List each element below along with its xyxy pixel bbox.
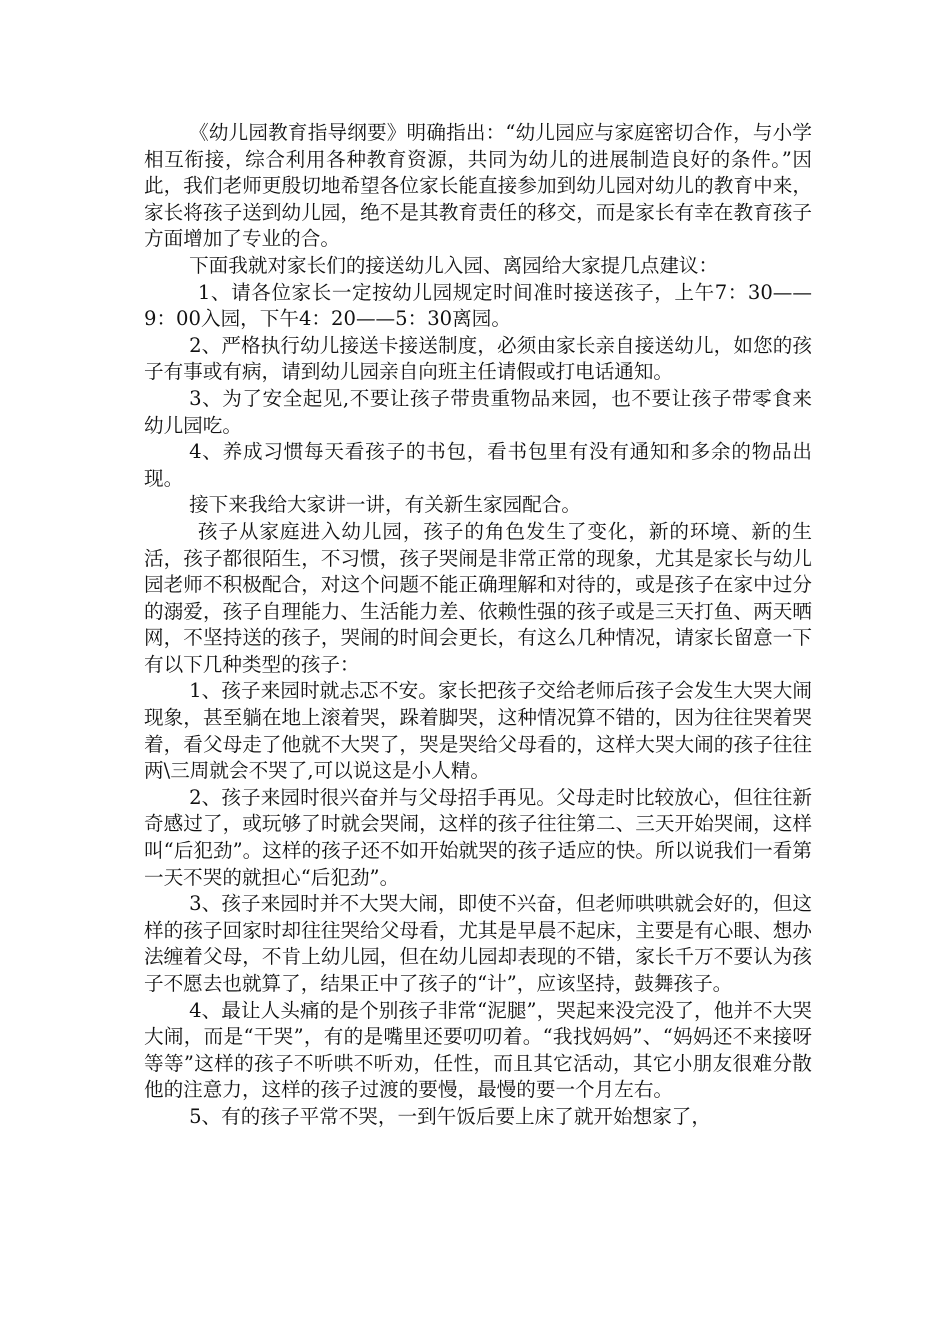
paragraph-type-5: 5、有的孩子平常不哭，一到午饭后要上床了就开始想家了，: [189, 1104, 711, 1128]
paragraph-suggestion-1: 1、请各位家长一定按幼儿园规定时间准时接送孩子，上午7：30——9：00入园，下午4：20——5：30离园。: [144, 280, 812, 331]
paragraph-suggestion-4: 4、养成习惯每天看孩子的书包，看书包里有没有通知和多余的物品出现。: [144, 440, 812, 490]
paragraph-cooperation-intro: 接下来我给大家讲一讲，有关新生家园配合。: [189, 493, 581, 517]
paragraph-crying-overview: 孩子从家庭进入幼儿园，孩子的角色发生了变化，新的环境、新的生活，孩子都很陌生，不习惯，孩子哭闹是非常正常的现象，尤其是家长与幼儿园老师不积极配合，对这个问题不能正确理解和对待的，或是孩子在家中过分的溺爱，孩子自理能力、生活能力差、依赖性强的孩子或是三天打鱼、两天晒网，不坚持送的孩子，哭闹的时间会更长，有这么几种情况，请家长留意一下有以下几种类型的孩子：: [144, 519, 812, 676]
paragraph-intro: 《幼儿园教育指导纲要》明确指出：“幼儿园应与家庭密切合作，与小学相互衔接，综合利用各种教育资源，共同为幼儿的进展制造良好的条件。”因此，我们老师更殷切地希望各位家长能直接参加到幼儿园对幼儿的教育中来，家长将孩子送到幼儿园，绝不是其教育责任的移交，而是家长有幸在教育孩子方面增加了专业的合。: [144, 121, 812, 251]
paragraph-suggestions-intro: 下面我就对家长们的接送幼儿入园、离园给大家提几点建议：: [189, 253, 719, 277]
paragraph-suggestion-2: 2、严格执行幼儿接送卡接送制度，必须由家长亲自接送幼儿，如您的孩子有事或有病，请到幼儿园亲自向班主任请假或打电话通知。: [144, 333, 812, 384]
paragraph-suggestion-3: 3、为了安全起见,不要让孩子带贵重物品来园，也不要让孩子带零食来幼儿园吃。: [144, 386, 812, 437]
paragraph-type-2: 2、孩子来园时很兴奋并与父母招手再见。父母走时比较放心，但往往新奇感过了，或玩够了时就会哭闹，这样的孩子往往第二、三天开始哭闹，这样叫“后犯劲”。这样的孩子还不如开始就哭的孩子适应的快。所以说我们一看第一天不哭的就担心“后犯劲”。: [144, 785, 812, 889]
paragraph-type-4: 4、最让人头痛的是个别孩子非常“泥腿”，哭起来没完没了，他并不大哭大闹，而是“干哭”，有的是嘴里还要叨叨着。“我找妈妈”、“妈妈还不来接呀等等”这样的孩子不听哄不听劝，任性，而且其它活动，其它小朋友很难分散他的注意力，这样的孩子过渡的要慢，最慢的要一个月左右。: [144, 998, 812, 1102]
paragraph-type-3: 3、孩子来园时并不大哭大闹，即使不兴奋，但老师哄哄就会好的，但这样的孩子回家时却往往哭给父母看，尤其是早晨不起床，主要是有心眼、想办法缠着父母，不肯上幼儿园，但在幼儿园却表现的不错，家长千万不要认为孩子不愿去也就算了，结果正中了孩子的“计”，应该坚持，鼓舞孩子。: [144, 892, 812, 995]
paragraph-type-1: 1、孩子来园时就忐忑不安。家长把孩子交给老师后孩子会发生大哭大闹现象，甚至躺在地上滚着哭，跺着脚哭，这种情况算不错的，因为往往哭着哭着，看父母走了他就不大哭了，哭是哭给父母看的，这样大哭大闹的孩子往往两\三周就会不哭了,可以说这是小人精。: [144, 679, 812, 783]
document-page: [144, 120, 812, 1131]
